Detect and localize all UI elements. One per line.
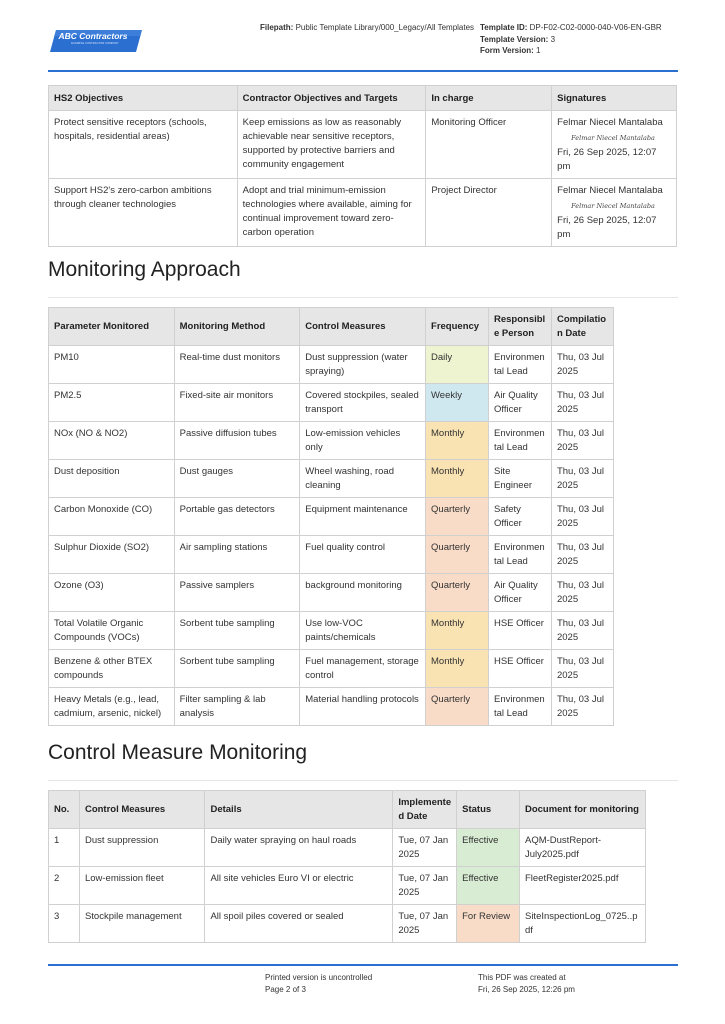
table-row [49, 422, 614, 460]
column-header: Details [205, 791, 393, 829]
logo-text: ABC Contractors [58, 31, 128, 41]
column-header: Document for monitoring [519, 791, 645, 829]
method-cell: Portable gas detectors [174, 498, 300, 536]
signer-name: Felmar Niecel Mantalaba [557, 185, 663, 196]
signature-image: Felmar Niecel Mantalaba [571, 134, 655, 142]
status-cell: Effective [457, 867, 520, 905]
status-cell: Effective [457, 829, 520, 867]
implemented-date-cell: Tue, 07 Jan 2025 [393, 829, 457, 867]
control-measure-cell: Wheel washing, road cleaning [300, 460, 426, 498]
method-cell: Filter sampling & lab analysis [174, 688, 300, 726]
monitoring-document-cell: AQM-DustReport-July2025.pdf [519, 829, 645, 867]
column-header: Contractor Objectives and Targets [237, 86, 426, 111]
control-measure-cell: Material handling protocols [300, 688, 426, 726]
implemented-date-cell: Tue, 07 Jan 2025 [393, 867, 457, 905]
row-number-cell: 1 [49, 829, 80, 867]
footer-created-date: Fri, 26 Sep 2025, 12:26 pm [478, 985, 575, 994]
control-measure-cell: Covered stockpiles, sealed transport [300, 384, 426, 422]
contractor-target-cell: Adopt and trial minimum-emission technologies where available, aiming for continual improvement toward zero-carbon operation [237, 179, 426, 247]
method-cell: Sorbent tube sampling [174, 650, 300, 688]
compilation-date-cell: Thu, 03 Jul 2025 [551, 384, 613, 422]
control-measure-cell: Dust suppression (water spraying) [300, 346, 426, 384]
parameter-cell: Benzene & other BTEX compounds [49, 650, 175, 688]
control-header-row [49, 791, 646, 829]
table-row [49, 536, 614, 574]
in-charge-cell: Monitoring Officer [426, 111, 552, 179]
control-measure-cell: background monitoring [300, 574, 426, 612]
column-header: Monitoring Method [174, 308, 300, 346]
table-row [49, 574, 614, 612]
column-header: Frequency [426, 308, 489, 346]
monitoring-document-cell: FleetRegister2025.pdf [519, 867, 645, 905]
frequency-cell: Weekly [426, 384, 489, 422]
parameter-cell: PM2.5 [49, 384, 175, 422]
frequency-cell: Quarterly [426, 574, 489, 612]
parameter-cell: Ozone (O3) [49, 574, 175, 612]
control-measure-cell: Dust suppression [79, 829, 205, 867]
template-id-label: Template ID: [480, 23, 528, 32]
responsible-person-cell: Safety Officer [488, 498, 551, 536]
frequency-cell: Quarterly [426, 688, 489, 726]
frequency-cell: Monthly [426, 422, 489, 460]
column-header: Compilatio n Date [551, 308, 613, 346]
template-version-label: Template Version: [480, 34, 549, 44]
details-cell: All site vehicles Euro VI or electric [205, 867, 393, 905]
footer-created-label: This PDF was created at [478, 973, 566, 982]
column-header: Control Measures [300, 308, 426, 346]
responsible-person-cell: HSE Officer [488, 612, 551, 650]
compilation-date-cell: Thu, 03 Jul 2025 [551, 650, 613, 688]
filepath-block [260, 22, 480, 34]
parameter-cell: NOx (NO & NO2) [49, 422, 175, 460]
table-row [49, 612, 614, 650]
parameter-cell: Dust deposition [49, 460, 175, 498]
table-row [49, 650, 614, 688]
status-cell: For Review [457, 905, 520, 943]
signature-cell [552, 179, 677, 247]
responsible-person-cell: Air Quality Officer [488, 384, 551, 422]
column-header: Parameter Monitored [49, 308, 175, 346]
logo-subtext: EXAMPLE CONTRACTOR COMPANY [71, 42, 119, 45]
control-measure-cell: Use low-VOC paints/chemicals [300, 612, 426, 650]
column-header: Implemente d Date [393, 791, 457, 829]
monitoring-document-cell: SiteInspectionLog_0725..p df [519, 905, 645, 943]
responsible-person-cell: Air Quality Officer [488, 574, 551, 612]
filepath-label: Filepath: [260, 23, 294, 32]
control-measure-cell: Fuel management, storage control [300, 650, 426, 688]
footer-printed-block [265, 972, 465, 996]
implemented-date-cell: Tue, 07 Jan 2025 [393, 905, 457, 943]
control-measure-table [48, 790, 646, 943]
compilation-date-cell: Thu, 03 Jul 2025 [551, 688, 613, 726]
template-id-value: DP-F02-C02-0000-040-V06-EN-GBR [529, 23, 662, 32]
column-header: Control Measures [79, 791, 205, 829]
control-measure-heading: Control Measure Monitoring [48, 741, 308, 764]
contractor-target-cell: Keep emissions as low as reasonably achievable near sensitive receptors, supported by protective barriers and community engagement [237, 111, 426, 179]
control-measure-cell: Low-emission vehicles only [300, 422, 426, 460]
frequency-cell: Monthly [426, 612, 489, 650]
parameter-cell: Carbon Monoxide (CO) [49, 498, 175, 536]
responsible-person-cell: Environmen tal Lead [488, 688, 551, 726]
table-row [49, 688, 614, 726]
row-number-cell: 2 [49, 867, 80, 905]
compilation-date-cell: Thu, 03 Jul 2025 [551, 574, 613, 612]
hs2-objective-cell: Support HS2's zero-carbon ambitions through cleaner technologies [49, 179, 238, 247]
template-info-block [480, 22, 680, 57]
table-row [49, 867, 646, 905]
method-cell: Dust gauges [174, 460, 300, 498]
signature-date: Fri, 26 Sep 2025, 12:07 pm [557, 215, 657, 240]
responsible-person-cell: Environmen tal Lead [488, 346, 551, 384]
filepath-value: Public Template Library/000_Legacy/All Templates [295, 23, 475, 32]
in-charge-cell: Project Director [426, 179, 552, 247]
frequency-cell: Quarterly [426, 536, 489, 574]
parameter-cell: PM10 [49, 346, 175, 384]
parameter-cell: Sulphur Dioxide (SO2) [49, 536, 175, 574]
responsible-person-cell: HSE Officer [488, 650, 551, 688]
compilation-date-cell: Thu, 03 Jul 2025 [551, 346, 613, 384]
control-measure-cell: Equipment maintenance [300, 498, 426, 536]
footer-created-block [478, 972, 678, 996]
objectives-table [48, 85, 677, 247]
method-cell: Air sampling stations [174, 536, 300, 574]
control-measure-cell: Fuel quality control [300, 536, 426, 574]
compilation-date-cell: Thu, 03 Jul 2025 [551, 536, 613, 574]
details-cell: Daily water spraying on haul roads [205, 829, 393, 867]
compilation-date-cell: Thu, 03 Jul 2025 [551, 422, 613, 460]
table-row [49, 829, 646, 867]
table-row [49, 179, 677, 247]
control-measure-cell: Low-emission fleet [79, 867, 205, 905]
form-version-value: 1 [536, 46, 541, 55]
footer-divider [48, 964, 678, 966]
method-cell: Real-time dust monitors [174, 346, 300, 384]
column-header: HS2 Objectives [49, 86, 238, 111]
method-cell: Passive diffusion tubes [174, 422, 300, 460]
monitoring-approach-table [48, 307, 614, 726]
frequency-cell: Monthly [426, 460, 489, 498]
signature-image: Felmar Niecel Mantalaba [571, 202, 655, 210]
column-header: Status [457, 791, 520, 829]
compilation-date-cell: Thu, 03 Jul 2025 [551, 612, 613, 650]
frequency-cell: Monthly [426, 650, 489, 688]
method-cell: Fixed-site air monitors [174, 384, 300, 422]
signer-name: Felmar Niecel Mantalaba [557, 117, 663, 128]
control-measure-cell: Stockpile management [79, 905, 205, 943]
compilation-date-cell: Thu, 03 Jul 2025 [551, 498, 613, 536]
table-row [49, 460, 614, 498]
row-number-cell: 3 [49, 905, 80, 943]
compilation-date-cell: Thu, 03 Jul 2025 [551, 460, 613, 498]
section-divider [48, 297, 678, 298]
table-row [49, 111, 677, 179]
column-header: No. [49, 791, 80, 829]
header-divider [48, 70, 678, 72]
table-row [49, 498, 614, 536]
company-logo [50, 28, 140, 50]
template-version-value: 3 [550, 34, 556, 44]
column-header: Signatures [552, 86, 677, 111]
details-cell: All spoil piles covered or sealed [205, 905, 393, 943]
column-header: Responsibl e Person [488, 308, 551, 346]
hs2-objective-cell: Protect sensitive receptors (schools, hospitals, residential areas) [49, 111, 238, 179]
page-header [48, 18, 678, 68]
method-cell: Sorbent tube sampling [174, 612, 300, 650]
table-row [49, 384, 614, 422]
footer-uncontrolled-note: Printed version is uncontrolled [265, 973, 373, 982]
monitoring-approach-heading: Monitoring Approach [48, 258, 241, 281]
responsible-person-cell: Environmen tal Lead [488, 536, 551, 574]
page-footer [48, 968, 678, 1008]
parameter-cell: Heavy Metals (e.g., lead, cadmium, arsenic, nickel) [49, 688, 175, 726]
responsible-person-cell: Site Engineer [488, 460, 551, 498]
section-divider [48, 780, 678, 781]
responsible-person-cell: Environmen tal Lead [488, 422, 551, 460]
method-cell: Passive samplers [174, 574, 300, 612]
column-header: In charge [426, 86, 552, 111]
parameter-cell: Total Volatile Organic Compounds (VOCs) [49, 612, 175, 650]
page-number: Page 2 of 3 [265, 985, 306, 994]
frequency-cell: Daily [426, 346, 489, 384]
monitoring-header-row [49, 308, 614, 346]
objectives-header-row [49, 86, 677, 111]
signature-date: Fri, 26 Sep 2025, 12:07 pm [557, 147, 657, 172]
table-row [49, 905, 646, 943]
form-version-label: Form Version: [480, 46, 534, 55]
frequency-cell: Quarterly [426, 498, 489, 536]
signature-cell [552, 111, 677, 179]
table-row [49, 346, 614, 384]
